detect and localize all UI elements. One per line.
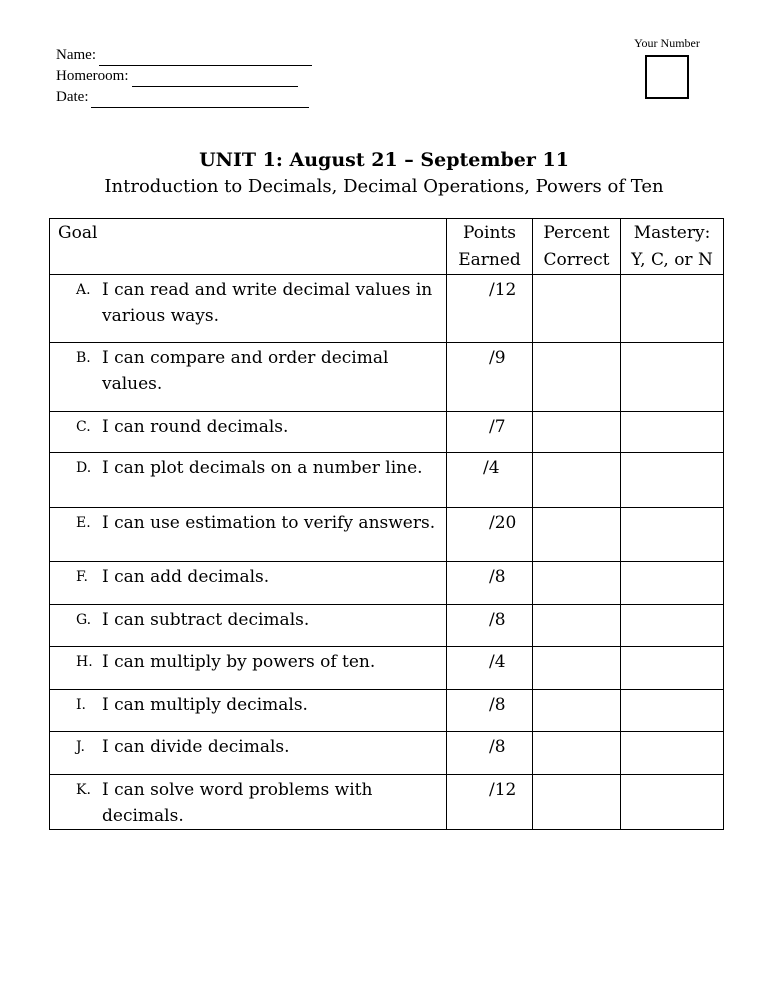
goal-cell [50,647,447,690]
goal-text: I can subtract decimals. [102,610,310,630]
goal-letter: B. [76,350,91,366]
points-header-line2: Earned [458,250,521,270]
percent-header [533,219,621,275]
goal-letter: F. [76,569,88,585]
goal-letter: C. [76,419,91,435]
mastery-cell[interactable] [621,562,724,605]
points-cell[interactable]: /7 [447,412,533,453]
student-info [56,45,312,108]
goal-text: I can plot decimals on a number line. [102,458,423,478]
your-number [626,36,708,99]
mastery-header-line2: Y, C, or N [631,250,713,270]
date-line [56,87,312,108]
percent-cell[interactable] [533,453,621,508]
percent-cell[interactable] [533,647,621,690]
goal-text: I can add decimals. [102,567,270,587]
homeroom-label: Homeroom: [56,68,129,84]
percent-cell[interactable] [533,508,621,562]
table-row [50,343,724,412]
percent-cell[interactable] [533,732,621,775]
table-row [50,453,724,508]
goal-cell [50,412,447,453]
goal-cell [50,453,447,508]
goal-cell [50,605,447,647]
points-cell[interactable]: /12 [447,275,533,343]
table-row [50,732,724,775]
table-row [50,275,724,343]
mastery-cell[interactable] [621,647,724,690]
goal-cell [50,690,447,732]
percent-header-line2: Correct [543,250,610,270]
goal-cell [50,275,447,343]
table-row [50,412,724,453]
percent-cell[interactable] [533,412,621,453]
goal-letter: H. [76,654,93,670]
points-cell[interactable]: /9 [447,343,533,412]
table-row [50,508,724,562]
points-cell[interactable]: /8 [447,690,533,732]
goal-text: I can compare and order decimal values. [102,348,389,394]
points-header [447,219,533,275]
goal-letter: I. [76,697,86,713]
mastery-cell[interactable] [621,605,724,647]
points-header-line1: Points [463,223,516,243]
date-blank[interactable] [91,93,309,108]
percent-header-line1: Percent [543,223,610,243]
name-blank[interactable] [99,51,312,66]
homeroom-blank[interactable] [132,72,298,87]
points-cell[interactable]: /4 [447,647,533,690]
mastery-cell[interactable] [621,690,724,732]
mastery-cell[interactable] [621,508,724,562]
goal-cell [50,562,447,605]
points-cell[interactable]: /12 [447,775,533,830]
goal-letter: A. [76,282,91,298]
unit-title: UNIT 1: August 21 – September 11 [199,149,569,171]
your-number-box[interactable] [645,55,689,99]
homeroom-line [56,66,312,87]
mastery-header [621,219,724,275]
goal-cell [50,508,447,562]
mastery-cell[interactable] [621,275,724,343]
goal-text: I can read and write decimal values in various ways. [102,280,433,326]
goal-text: I can multiply by powers of ten. [102,652,376,672]
goal-cell [50,732,447,775]
points-cell[interactable]: /8 [447,605,533,647]
your-number-label: Your Number [634,36,700,50]
name-line [56,45,312,66]
goal-letter: K. [76,782,91,798]
goal-text: I can divide decimals. [102,737,290,757]
table-row [50,605,724,647]
percent-cell[interactable] [533,275,621,343]
goal-cell [50,343,447,412]
goals-table [49,218,724,830]
mastery-cell[interactable] [621,412,724,453]
points-cell[interactable]: /4 [447,453,533,508]
mastery-cell[interactable] [621,453,724,508]
points-cell[interactable]: /8 [447,562,533,605]
goal-text: I can use estimation to verify answers. [102,513,436,533]
percent-cell[interactable] [533,343,621,412]
points-cell[interactable]: /20 [447,508,533,562]
table-row [50,775,724,830]
goal-letter: G. [76,612,92,628]
goal-letter: E. [76,515,91,531]
goal-text: I can solve word problems with decimals. [102,780,373,826]
goal-text: I can multiply decimals. [102,695,308,715]
goal-letter: J. [76,739,85,755]
table-row [50,562,724,605]
points-cell[interactable]: /8 [447,732,533,775]
percent-cell[interactable] [533,562,621,605]
mastery-header-line1: Mastery: [633,223,711,243]
goal-text: I can round decimals. [102,417,289,437]
date-label: Date: [56,89,89,105]
percent-cell[interactable] [533,605,621,647]
goal-letter: D. [76,460,92,476]
table-row [50,647,724,690]
percent-cell[interactable] [533,775,621,830]
goal-cell [50,775,447,830]
unit-subtitle: Introduction to Decimals, Decimal Operations, Powers of Ten [104,176,664,197]
table-header-row [50,219,724,275]
mastery-cell[interactable] [621,775,724,830]
goal-header: Goal [50,219,447,275]
mastery-cell[interactable] [621,732,724,775]
name-label: Name: [56,47,96,63]
table-row [50,690,724,732]
percent-cell[interactable] [533,690,621,732]
mastery-cell[interactable] [621,343,724,412]
